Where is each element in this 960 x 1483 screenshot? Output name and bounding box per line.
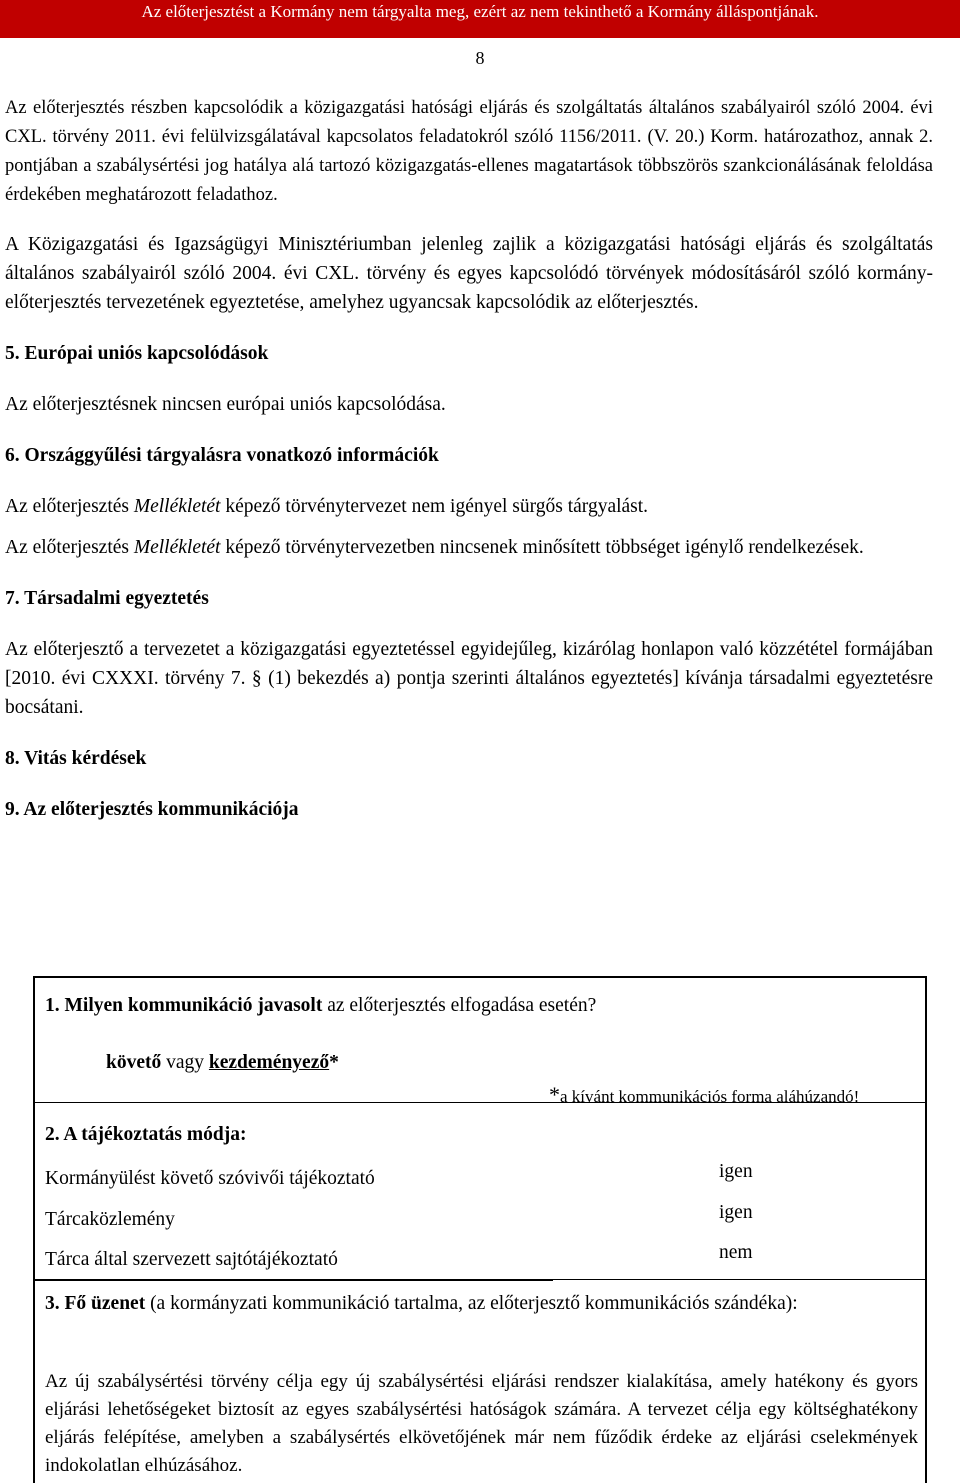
section-7-title: 7. Társadalmi egyeztetés	[5, 588, 209, 609]
option-star: *	[329, 1052, 339, 1073]
page-number: 8	[475, 48, 485, 68]
section-5-title: 5. Európai uniós kapcsolódások	[5, 343, 269, 364]
footnote-star: *	[549, 1082, 560, 1107]
message-paragraph-1: Az új szabálysértési törvény célja egy új szabálysértési eljárási rendszer kialakítása, amely hatékony és gyors eljárási lehetőségeket biztosít az egyes szabálysértési hatóságok számára.	[45, 1371, 918, 1420]
question-1	[45, 991, 596, 1020]
q3-bold-text: 3. Fő üzenet	[45, 1293, 146, 1314]
main-message-text	[45, 1368, 918, 1480]
method-value-3: nem	[719, 1242, 753, 1263]
method-value-2: igen	[719, 1202, 753, 1223]
method-label-1: Kormányülést követő szóvivői tájékoztató	[45, 1168, 375, 1189]
q3-rest-text: (a kormányzati kommunikáció tartalma, az előterjesztő kommunikációs szándéka):	[145, 1293, 798, 1314]
method-label-2: Tárcaközlemény	[45, 1209, 175, 1230]
document-body	[5, 94, 933, 824]
section-6-title: 6. Országgyűlési tárgyalásra vonatkozó információk	[5, 445, 439, 466]
q1-rest-text: az előterjesztés elfogadása esetén?	[322, 995, 597, 1016]
question-3	[45, 1289, 918, 1318]
option-initiator: kezdeményező	[208, 1052, 330, 1073]
section-6-paragraph-1	[5, 492, 933, 521]
message-paragraph-2: A tervezet célja egy költséghatékony eljárás felépítése, amelyben a szabálysértés elkövetőjének már nem fűződik érdeke az eljárási cselekmények indokolatlan elhúzásához.	[45, 1399, 918, 1476]
section-6-paragraph-2	[5, 533, 933, 562]
s6-p1-text-b: képező törvénytervezet nem igényel sürgős tárgyalást.	[220, 496, 649, 517]
option-separator: vagy	[161, 1052, 209, 1073]
header-banner-text: Az előterjesztést a Kormány nem tárgyalta meg, ezért az nem tekinthető a Kormány álláspontjának.	[141, 2, 819, 21]
section-7-text: Az előterjesztő a tervezetet a közigazgatási egyeztetéssel egyidejűleg, kizárólag honlapon való közzététel formájában [2010. évi CXXXI. törvény 7. § (1) bekezdés a) pontja szerinti általános egyeztetés] kívánja társadalmi egyeztetésre bocsátani.	[5, 639, 933, 718]
method-value-1: igen	[719, 1161, 753, 1182]
intro-paragraph-2: A Közigazgatási és Igazságügyi Minisztériumban jelenleg zajlik a közigazgatási hatósági eljárás és szolgáltatás általános szabályairól szóló 2004. évi CXL. törvény és egyes kapcsolódó törvények módosításáról szóló kormány-előterjesztés tervezetének egyeztetése, amelyhez ugyancsak kapcsolódik az előterjesztés.	[5, 234, 933, 313]
method-label-3: Tárca által szervezett sajtótájékoztató	[45, 1249, 338, 1270]
section-8-title: 8. Vitás kérdések	[5, 748, 147, 769]
intro-paragraph-1: Az előterjesztés részben kapcsolódik a közigazgatási hatósági eljárás és szolgáltatás általános szabályairól szóló 2004. évi CXL. törvény 2011. évi felülvizsgálatával kapcsolatos feladatokról szóló 1156/2011. (V. 20.) Korm. határozathoz, annak 2. pontjában a szabálysértési jog hatálya alá tartozó közigazgatás-ellenes magatartások többszörös szankcionálásának feloldása érdekében meghatározott feladathoz.	[5, 98, 933, 205]
option-follower: követő	[106, 1052, 162, 1073]
document-header-banner	[0, 0, 960, 38]
section-5-text: Az előterjesztésnek nincsen európai uniós kapcsolódása.	[5, 394, 446, 415]
section-9-title: 9. Az előterjesztés kommunikációja	[5, 799, 299, 820]
s6-p2-text-a: Az előterjesztés	[5, 537, 134, 558]
s6-p1-text-a: Az előterjesztés	[5, 496, 134, 517]
s6-p1-italic: Mellékletét	[133, 496, 221, 517]
communication-options	[106, 1048, 339, 1077]
footnote-text: a kívánt kommunikációs forma aláhúzandó!	[560, 1087, 860, 1106]
box-divider	[33, 1280, 553, 1281]
question-2-title: 2. A tájékoztatás módja:	[45, 1124, 247, 1145]
s6-p2-text-b: képező törvénytervezetben nincsenek minősített többséget igénylő rendelkezések.	[220, 537, 864, 558]
q1-number: 1.	[45, 995, 65, 1016]
q1-bold-text: Milyen kommunikáció javasolt	[64, 995, 323, 1016]
s6-p2-italic: Mellékletét	[133, 537, 221, 558]
footnote	[549, 1080, 859, 1111]
